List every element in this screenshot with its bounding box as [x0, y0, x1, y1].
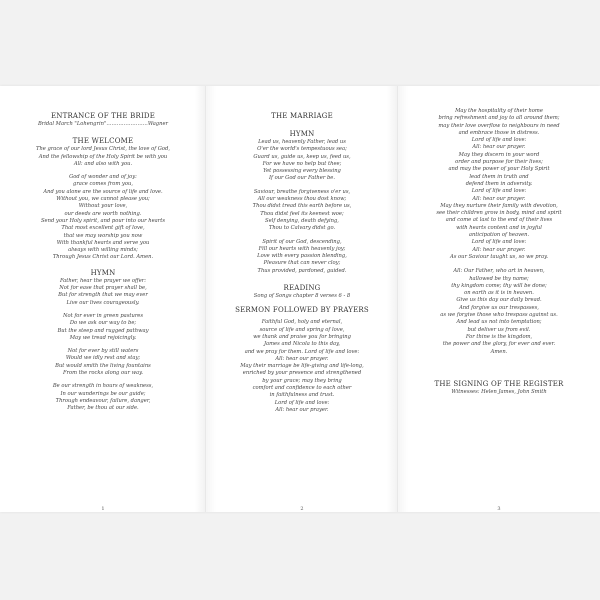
prayers-continued [398, 108, 600, 261]
marriage-heading: THE MARRIAGE [271, 112, 333, 120]
text-line: Self denying, death defying, [265, 217, 339, 224]
text-line: But the steep and rugged pathway [57, 327, 149, 334]
text-line: Pleasure that can never cloy; [263, 260, 341, 267]
hymn-heading: HYMN [90, 268, 116, 277]
text-line: Without you, we cannot please you; [56, 196, 150, 203]
text-line: our deeds are worth nothing. [64, 210, 142, 217]
text-line: And you alone are the source of life and love. [43, 188, 163, 195]
text-line: Guard us, guide us, keep us, feed us, [253, 153, 351, 160]
text-line: All: Our Father, who art in heaven, [453, 268, 545, 275]
text-line: God of wonder and of joy: [69, 174, 137, 181]
text-line: Thou to Calvary didst go. [268, 225, 336, 232]
reading-heading: READING [283, 284, 321, 293]
entrance-music-line: Bridal March "Lohengrin"……………………Wagner [37, 121, 169, 127]
text-line: Give us this day our daily bread. [456, 297, 542, 304]
hymn-stanza [0, 278, 206, 307]
text-line: bring refreshment and joy to all around them; [438, 115, 560, 122]
hymn-heading: HYMN [289, 130, 315, 138]
text-line: may their love overflow to neighbours in need [438, 122, 560, 129]
text-line: In our wanderings be our guide; [60, 390, 146, 397]
text-line: and may the power of your Holy Spirit [448, 166, 550, 173]
text-line: But for strength that we may ever [58, 292, 148, 299]
text-line: All: and also with you. [73, 160, 133, 167]
text-line: Lord of life and love: [471, 137, 527, 144]
text-line: Not for ever by still waters [67, 348, 139, 355]
text-line: May we tread rejoicingly. [69, 334, 137, 341]
text-line: Thou didst tread this earth before us, [252, 203, 352, 210]
text-line: For we have no help but thee; [262, 160, 342, 167]
text-line: O'er the world's tempestuous sea; [257, 146, 347, 153]
panel-page-2 [206, 86, 398, 512]
welcome-text [0, 146, 206, 168]
opening-prayer [0, 174, 206, 262]
text-line: and come at last to the end of their lives [445, 217, 553, 224]
welcome-heading: THE WELCOME [72, 137, 134, 146]
text-line: Through endeavour, failure, danger, [55, 397, 151, 404]
fold-shadow [398, 86, 408, 512]
sermon-prayers [206, 319, 398, 414]
text-line: source of life and spring of love, [259, 326, 345, 333]
hymn-stanza [0, 348, 206, 377]
text-line: All: hear our prayer. [472, 195, 526, 202]
panel-page-3 [398, 86, 600, 512]
text-line: Father, hear the prayer we offer: [59, 277, 147, 284]
text-line: From the rocks along our way. [62, 370, 144, 377]
text-line: that we may worship you now [63, 232, 143, 239]
text-line: Lord of life and love: [471, 239, 527, 246]
text-line: May their marriage be life-giving and life-long, [240, 363, 364, 370]
text-line: grace comes from you, [73, 181, 133, 188]
text-line: And the fellowship of the Holy Spirit be with you [38, 153, 168, 160]
text-line: Send your Holy spirit, and pour into our hearts [40, 217, 165, 224]
text-line: Would we idly rest and stay; [65, 355, 141, 362]
hymn-stanza [0, 313, 206, 342]
text-line: May the hospitality of their home [455, 108, 543, 114]
text-line: always with willing minds; [68, 247, 138, 254]
text-line: Yet possessing every blessing [263, 168, 341, 175]
text-line: Faithful God, holy and eternal, [261, 319, 343, 326]
text-line: Fill our hearts with heavenly joy; [258, 245, 346, 252]
register-witnesses: Witnesses: Helen James, John Smith [451, 388, 547, 395]
text-line: in faithfulness and trust. [269, 392, 335, 399]
order-of-service-sheet [0, 86, 600, 512]
text-line: Saviour, breathe forgiveness o'er us, [253, 188, 351, 195]
text-line: All: hear our prayer. [275, 406, 329, 413]
text-line: lead them in truth and [469, 173, 529, 180]
text-line: anticipation of heaven. [468, 232, 530, 239]
text-line: That most excellent gift of love, [61, 225, 145, 232]
text-line: But would smith the living fountains [55, 362, 151, 369]
text-line: comfort and confidence to each other [252, 385, 352, 392]
hymn-stanza [206, 189, 398, 233]
entrance-heading: ENTRANCE OF THE BRIDE [50, 112, 156, 120]
text-line: Lord of life and love: [471, 188, 527, 195]
lords-prayer [398, 268, 600, 356]
text-line: Live our lives courageously. [66, 299, 140, 306]
text-line: and embrace those in distress. [458, 129, 540, 136]
text-line: on earth as it is in heaven. [464, 290, 534, 297]
text-line: Father, be thou at our side. [67, 405, 139, 412]
fold-line [205, 86, 206, 512]
text-line: And lead us not into temptation; [456, 319, 542, 326]
text-line: And forgive us our trespasses, [459, 304, 539, 311]
text-line: the power and the glory, for ever and ever. [442, 341, 556, 348]
hymn-stanza [206, 239, 398, 275]
text-line: and we pray for them. Lord of life and love: [244, 348, 360, 355]
text-line: With thankful hearts and serve you [56, 239, 150, 246]
fold-shadow [206, 86, 216, 512]
text-line: Without your love, [78, 203, 128, 210]
text-line: but deliver us from evil. [467, 326, 531, 333]
fold-shadow [387, 86, 397, 512]
text-line: see their children grow in body, mind and spirit [436, 210, 562, 217]
text-line: defend them in adversity. [465, 180, 533, 187]
text-line: If our God our Father be. [268, 175, 336, 182]
text-line: All: hear our prayer. [472, 144, 526, 151]
text-line: enriched by your presence and strengthened [242, 370, 362, 377]
text-line: All: hear our prayer. [275, 355, 329, 362]
text-line: Not for ever in green pastures [62, 312, 144, 319]
text-line: Lead us, heavenly Father, lead us [258, 139, 346, 145]
text-line: May they nurture their family with devotion, [440, 202, 558, 209]
sermon-heading: SERMON FOLLOWED BY PRAYERS [235, 306, 369, 315]
text-line: Lord of life and love: [274, 399, 330, 406]
fold-line [397, 86, 398, 512]
hymn-stanza [0, 383, 206, 412]
page-number: 3 [497, 506, 501, 512]
page-number: 2 [300, 506, 304, 512]
text-line: May they discern in your word [458, 151, 540, 158]
text-line: hallowed be thy name; [469, 275, 529, 282]
reading-reference: Song of Songs chapter 8 verses 6 - 8 [253, 293, 351, 300]
text-line: For thine is the kingdom, [465, 333, 533, 340]
text-line: with hearts content and in joyful [456, 224, 542, 231]
text-line: Amen. [490, 348, 508, 355]
text-line: All: hear our prayer. [472, 246, 526, 253]
text-line: As our Saviour taught us, so we pray. [449, 253, 549, 260]
text-line: Love with every passion blending, [257, 253, 347, 260]
text-line: James and Nicola to this day, [263, 341, 341, 348]
text-line: Do we ask our way to be; [69, 320, 137, 327]
text-line: we thank and praise you for bringing [253, 333, 351, 340]
text-line: All our weakness thou dost know; [257, 196, 347, 203]
text-line: Be our strength in hours of weakness, [52, 383, 154, 390]
text-line: Not for ease that prayer shall be, [59, 285, 147, 292]
text-line: by your grace; may they bring [262, 377, 342, 384]
text-line: as we forgive those who trespass against us. [440, 312, 558, 319]
hymn-stanza [206, 139, 398, 183]
page-number: 1 [101, 506, 105, 512]
text-line: Through Jesus Christ our Lord. Amen. [52, 254, 154, 261]
panel-page-1 [0, 86, 206, 512]
text-line: Thou didst feel its keenest woe; [260, 210, 344, 217]
fold-shadow [195, 86, 205, 512]
text-line: Thus provided, pardoned, guided. [257, 267, 347, 274]
text-line: order and purpose for their lives; [455, 159, 543, 166]
text-line: The grace of our lord Jesus Christ, the love of God, [35, 146, 171, 153]
text-line: Spirit of our God, descending, [262, 238, 342, 245]
text-line: thy kingdom come; thy will be done; [451, 282, 547, 289]
register-heading: THE SIGNING OF THE REGISTER [434, 379, 564, 388]
